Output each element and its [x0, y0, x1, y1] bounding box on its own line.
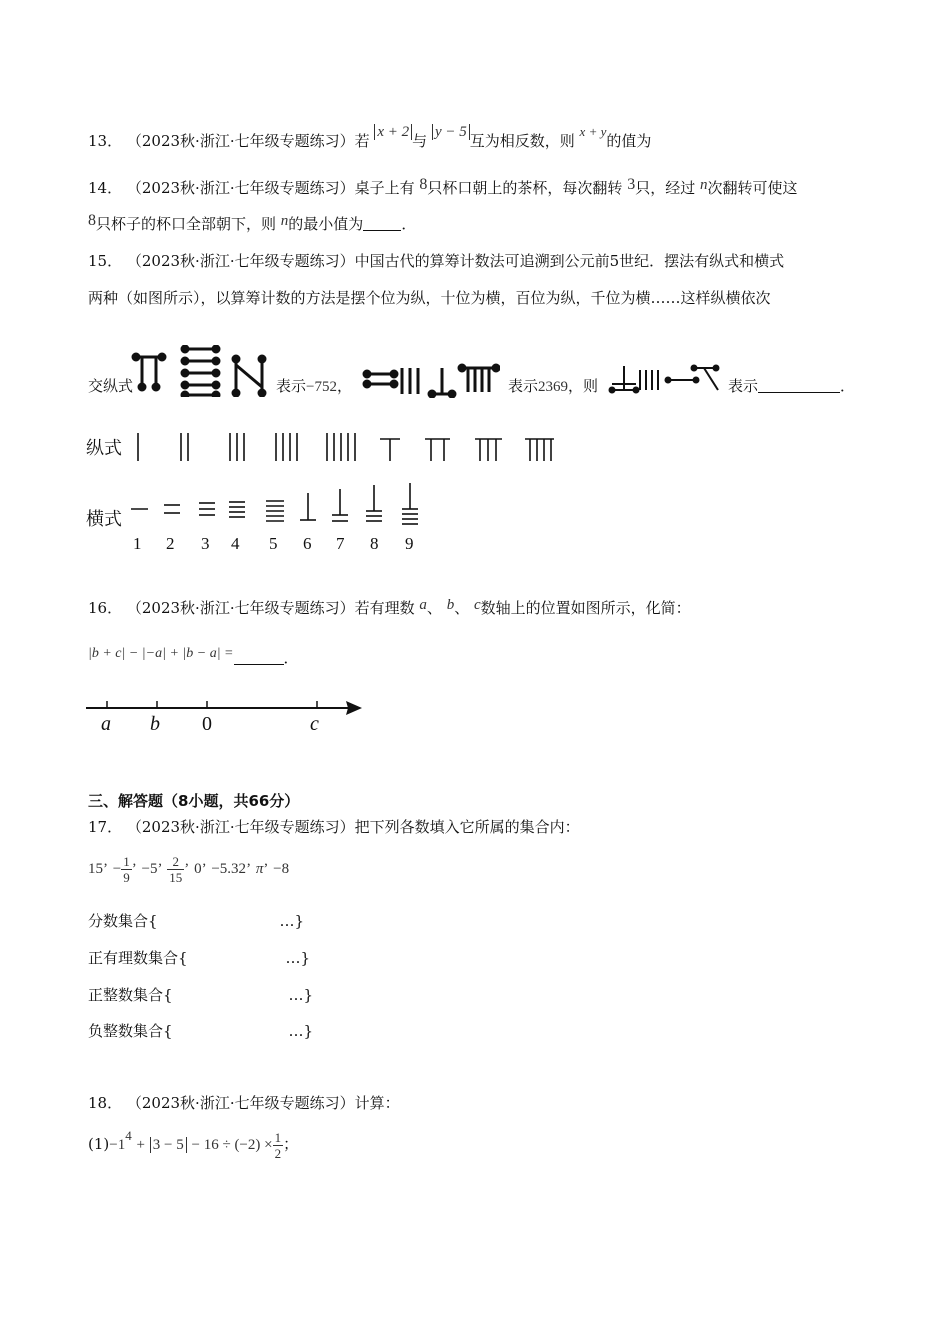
number-line: [86, 696, 366, 738]
q17-set-negative-integer: [88, 1020, 313, 1042]
frac-num: 2: [167, 854, 184, 870]
q13-text: 与: [412, 132, 428, 150]
q17-set-positive-integer: [88, 984, 313, 1006]
digit-label: 6: [303, 534, 312, 553]
q17-num: 15: [88, 861, 103, 877]
set-label: 正整数集合{: [88, 986, 173, 1004]
q13-abs-y-minus-5: y − 5: [432, 124, 470, 140]
q17-num: −8: [273, 861, 290, 877]
q17-text: 把下列各数填入它所属的集合内：: [354, 818, 580, 836]
question-15-line-1: [88, 250, 784, 272]
q17-sep: ’: [263, 861, 269, 877]
q16-text: 、: [454, 599, 470, 617]
q18-exponent: 4: [125, 1128, 132, 1143]
set-dots: …}: [288, 986, 314, 1004]
digit-label: 4: [231, 534, 240, 553]
q16-var-c: c: [473, 597, 481, 613]
q14-num: 8: [419, 176, 428, 193]
q13-source: （2023秋·浙江·七年级专题练习）: [126, 132, 355, 150]
q13-text: 的值为: [606, 132, 652, 150]
axis-label-a: a: [101, 713, 111, 735]
q13-text: 若: [354, 132, 370, 150]
q17-sep: ’: [103, 861, 108, 877]
digit-label: 2: [166, 534, 175, 553]
q17-set-positive-rational: [88, 947, 310, 969]
q17-num: −5: [141, 861, 158, 877]
q16-text: ．: [283, 649, 299, 667]
zong-3: [230, 433, 244, 461]
q14-text: 只杯子的杯口全部朝下，则: [96, 215, 277, 233]
digit-label: 1: [133, 534, 142, 553]
frac-num: 1: [274, 1129, 282, 1145]
q13-abs-x-plus-2: x + 2: [374, 124, 412, 140]
q14-source: （2023秋·浙江·七年级专题练习）: [126, 179, 355, 197]
q14-text: 桌子上有: [354, 179, 415, 197]
q14-num: 8: [88, 212, 96, 229]
q14-var-n: n: [280, 213, 289, 229]
q15-text: 表示: [728, 377, 759, 395]
heng-7: [332, 489, 348, 521]
frac-num: 1: [123, 853, 130, 869]
set-dots: …}: [279, 912, 305, 930]
q15-prefix: 交纵式: [88, 377, 134, 395]
set-label: 负整数集合{: [88, 1022, 173, 1040]
q14-number: 14．: [88, 179, 123, 197]
q18-term: −1: [109, 1137, 126, 1153]
q17-num: 0: [194, 861, 202, 877]
q16-number: 16．: [88, 599, 123, 617]
zong-2: [181, 433, 188, 461]
zong-7: [425, 439, 450, 461]
q17-number-list: [88, 850, 289, 890]
q17-frac-2-15: [167, 854, 184, 885]
q16-source: （2023秋·浙江·七年级专题练习）: [126, 599, 355, 617]
q14-var-n: n: [699, 177, 708, 193]
q18-source: （2023秋·浙江·七年级专题练习）: [126, 1094, 355, 1112]
q17-frac-sign: −: [112, 861, 122, 877]
q15-text: 表示: [508, 377, 539, 395]
zong-5: [327, 433, 355, 461]
q16-expression-line: [88, 647, 299, 671]
axis-arrow-icon: [346, 701, 362, 715]
section-3-heading: 三、解答题（8小题，共66分）: [88, 792, 300, 810]
heng-4: [229, 502, 245, 517]
rod-numeral-question: [608, 362, 724, 396]
q17-pi: π: [255, 861, 264, 877]
q13-text: 互为相反数，则: [469, 132, 575, 150]
q15-number: 15．: [88, 252, 123, 270]
heng-9: [402, 483, 418, 524]
question-13: [88, 124, 652, 153]
q15-value-2369: 2369: [538, 379, 569, 395]
q15-source: （2023秋·浙江·七年级专题练习）: [126, 252, 355, 270]
q13-x-plus-y: x + y: [579, 124, 607, 139]
q18-end: ；: [283, 1135, 299, 1153]
q18-term: − 16 ÷ (−2) ×: [191, 1137, 273, 1153]
question-18: [88, 1092, 400, 1114]
set-label: 分数集合{: [88, 912, 158, 930]
digit-label: 7: [336, 534, 345, 553]
frac-den: 2: [274, 1145, 282, 1161]
q14-answer-blank[interactable]: [363, 214, 401, 231]
q15-text: 两种（如图所示），以算筹计数的方法是摆个位为纵，十位为横，百位为纵，千位为横……这样纵横依次: [88, 289, 771, 307]
axis-label-c: c: [310, 713, 319, 735]
q17-set-fraction: [88, 910, 304, 932]
q15-text-represents-1: [276, 375, 352, 398]
zong-4: [276, 433, 297, 461]
axis-label-b: b: [150, 713, 160, 735]
q15-text: ，则: [568, 377, 599, 395]
zong-label: 纵式: [86, 438, 122, 459]
q14-num: 3: [627, 176, 636, 193]
q17-sep: ’: [157, 861, 163, 877]
heng-label: 横式: [86, 509, 122, 530]
q15-text: ，: [336, 377, 352, 395]
q16-text: 、: [426, 599, 442, 617]
q18-item-1: [88, 1126, 298, 1166]
q17-sep: ’: [131, 861, 137, 877]
q15-text: 表示: [276, 377, 307, 395]
q14-text: 只杯口朝上的茶杯，每次翻转: [427, 179, 623, 197]
q14-text: ．: [401, 215, 417, 233]
axis-label-0: 0: [202, 713, 212, 735]
question-16: [88, 597, 691, 620]
q15-text-represents-2: [508, 375, 598, 398]
q17-sep: ’: [246, 861, 252, 877]
question-14-line-2: [88, 213, 416, 236]
q16-text: 若有理数: [354, 599, 415, 617]
q18-abs: 3 − 5: [150, 1137, 187, 1153]
digit-label: 8: [370, 534, 379, 553]
digit-label: 9: [405, 534, 414, 553]
q15-value-neg752: −752: [306, 379, 337, 395]
digit-label: 5: [269, 534, 278, 553]
q16-var-a: a: [419, 597, 427, 613]
q15-text: ．: [840, 377, 856, 395]
set-dots: …}: [288, 1022, 314, 1040]
q16-answer-blank[interactable]: [234, 648, 284, 665]
rod-numeral-2369: [362, 362, 500, 398]
zong-8: [475, 439, 502, 461]
heng-6: [300, 493, 316, 520]
heng-3: [199, 503, 215, 515]
rod-numeral-neg752: [130, 345, 270, 397]
question-17: [88, 816, 580, 838]
q14-text: 的最小值为: [288, 215, 364, 233]
set-dots: …}: [285, 949, 311, 967]
q15-text: 中国古代的算筹计数法可追溯到公元前5世纪．摆法有纵式和横式: [354, 252, 785, 270]
zong-9: [525, 439, 554, 461]
q16-var-b: b: [446, 597, 455, 613]
heng-5: [266, 501, 284, 521]
q17-frac-neg-1-9: [121, 854, 132, 885]
q15-answer-blank[interactable]: [758, 376, 840, 393]
q18-item-label: (1): [88, 1135, 110, 1153]
q17-source: （2023秋·浙江·七年级专题练习）: [126, 818, 355, 836]
digit-label: 3: [201, 534, 210, 553]
frac-den: 15: [169, 869, 183, 885]
zong-6: [380, 439, 400, 461]
q18-text: 计算：: [354, 1094, 400, 1112]
rod-numeral-table: [128, 425, 568, 555]
frac-den: 9: [123, 869, 130, 885]
q17-num: −5.32: [211, 861, 247, 877]
set-label: 正有理数集合{: [88, 949, 188, 967]
q17-number: 17．: [88, 818, 123, 836]
q18-op: +: [136, 1137, 145, 1153]
q17-sep: ’: [201, 861, 207, 877]
q16-text: 数轴上的位置如图所示，化简：: [480, 599, 691, 617]
q18-number: 18．: [88, 1094, 123, 1112]
heng-2: [164, 505, 180, 513]
q18-frac-1-2: [273, 1130, 284, 1161]
heng-8: [366, 485, 382, 521]
question-15-line-2: [88, 287, 771, 309]
q14-text: 只，经过: [635, 179, 696, 197]
q13-number: 13．: [88, 132, 123, 150]
q14-text: 次翻转可使这: [707, 179, 798, 197]
q16-expression: |b + c| − |−a| + |b − a| =: [88, 646, 234, 661]
q15-text-represents-3: [728, 375, 855, 397]
question-14-line-1: [88, 177, 798, 200]
q17-sep: ’: [184, 861, 190, 877]
